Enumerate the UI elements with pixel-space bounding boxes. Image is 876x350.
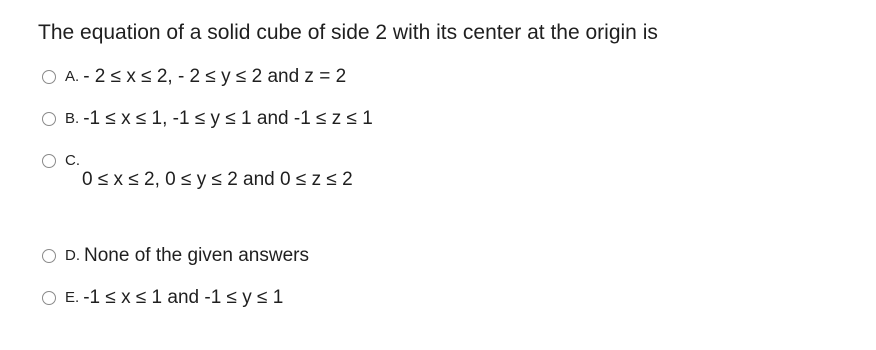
radio-button-c[interactable] [42, 154, 56, 168]
option-text-a: - 2 ≤ x ≤ 2, - 2 ≤ y ≤ 2 and z = 2 [83, 66, 347, 87]
option-text-e: -1 ≤ x ≤ 1 and -1 ≤ y ≤ 1 [83, 287, 284, 308]
option-e[interactable] [42, 287, 283, 309]
option-text-d: None of the given answers [84, 245, 309, 266]
option-letter-b: B. [65, 110, 80, 127]
option-letter-e: E. [65, 289, 80, 306]
radio-button-e[interactable] [42, 291, 56, 305]
option-b[interactable] [42, 108, 373, 130]
option-letter-c: C. [65, 152, 80, 169]
question-text: The equation of a solid cube of side 2 with its center at the origin is [38, 21, 658, 44]
option-c[interactable] [42, 150, 353, 191]
radio-button-d[interactable] [42, 249, 56, 263]
radio-button-a[interactable] [42, 70, 56, 84]
option-d[interactable] [42, 245, 309, 267]
option-a[interactable] [42, 66, 346, 88]
radio-button-b[interactable] [42, 112, 56, 126]
option-letter-a: A. [65, 68, 80, 85]
option-letter-d: D. [65, 247, 80, 264]
option-text-c: 0 ≤ x ≤ 2, 0 ≤ y ≤ 2 and 0 ≤ z ≤ 2 [82, 169, 353, 190]
option-text-b: -1 ≤ x ≤ 1, -1 ≤ y ≤ 1 and -1 ≤ z ≤ 1 [83, 108, 373, 129]
